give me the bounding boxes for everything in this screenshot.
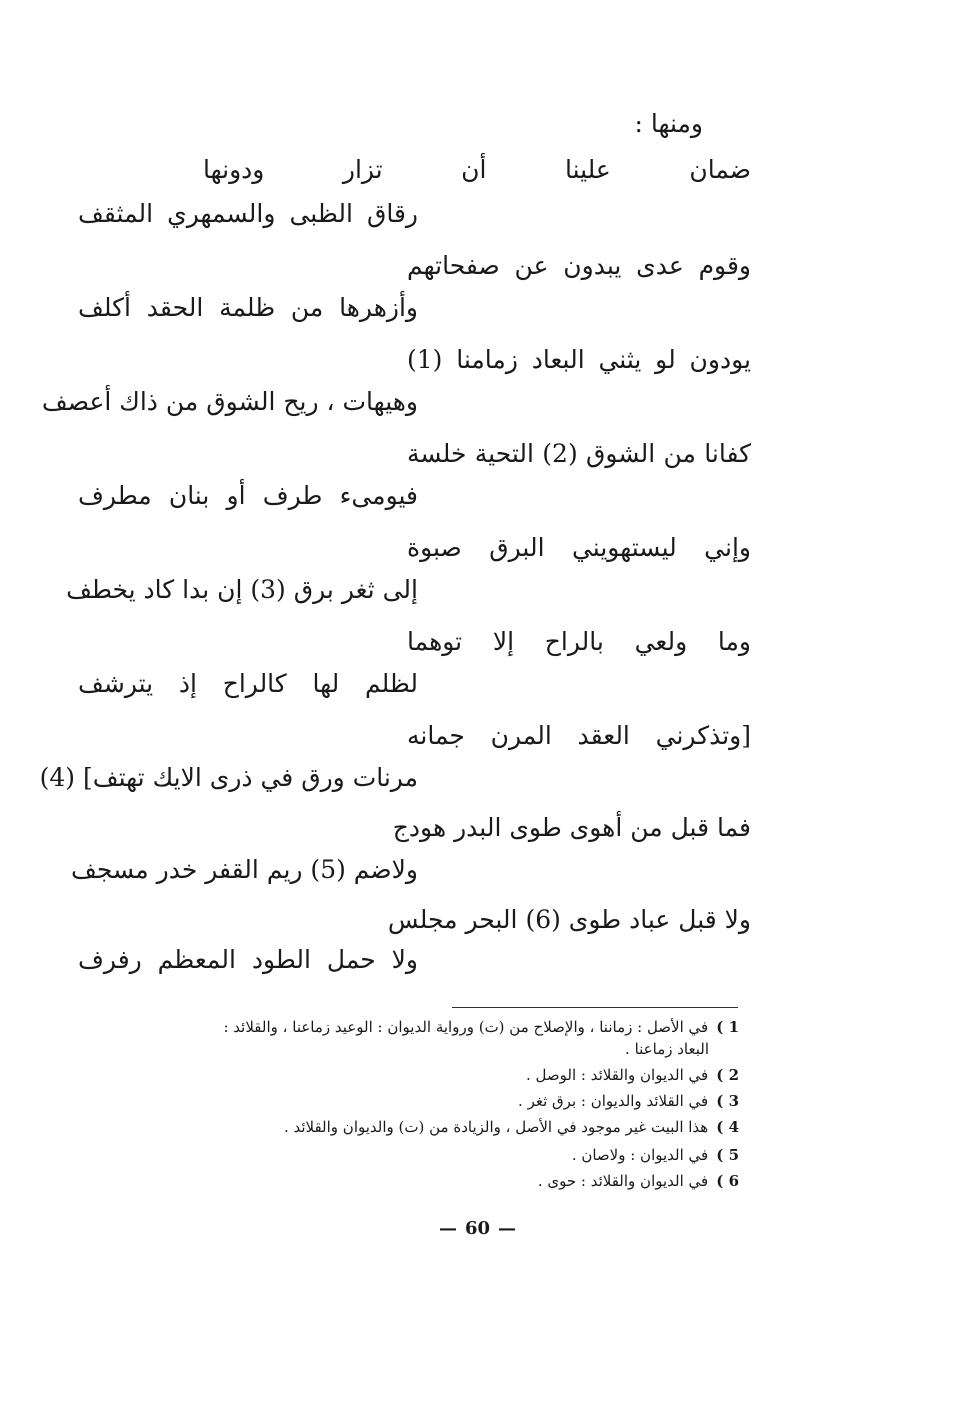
footnote-divider xyxy=(452,1007,738,1008)
verse-2-second-hemistich: وأزهرها من ظلمة الحقد أكلف xyxy=(78,293,418,322)
verse-7-first-hemistich: [وتذكرني العقد المرن جمانه xyxy=(407,721,751,750)
verse-4-first-hemistich: كفانا من الشوق (2) التحية خلسة xyxy=(407,439,751,468)
verse-6-second-hemistich: لظلم لها كالراح إذ يترشف xyxy=(78,669,418,698)
verse-5-first-hemistich: وإني ليستهويني البرق صبوة xyxy=(407,533,751,562)
section-intro: ومنها : xyxy=(634,109,703,138)
footnote-number: 5 ) xyxy=(716,1146,739,1164)
footnote-number: 6 ) xyxy=(716,1172,739,1190)
footnote-number: 4 ) xyxy=(716,1118,739,1136)
footnote-text: هذا البيت غير موجود في الأصل ، والزيادة من (ت) والديوان والقلائد . xyxy=(283,1118,709,1136)
footnote-5 xyxy=(572,1144,739,1166)
page-number: 60 xyxy=(464,1218,491,1239)
footnote-text: في القلائد والديوان : برق ثغر . xyxy=(518,1092,709,1110)
footnote-3 xyxy=(518,1090,739,1112)
verse-1-second-hemistich: رقاق الظبى والسمهري المثقف xyxy=(78,199,418,228)
verse-3-second-hemistich: وهيهات ، ريح الشوق من ذاك أعصف xyxy=(41,387,418,416)
verse-7-second-hemistich: مرنات ورق في ذرى الايك تهتف] (4) xyxy=(39,763,418,792)
footnote-text: في الديوان والقلائد : حوى . xyxy=(537,1172,709,1190)
verse-9-second-hemistich: ولا حمل الطود المعظم رفرف xyxy=(78,945,418,974)
verse-5-second-hemistich: إلى ثغر برق (3) إن بدا كاد يخطف xyxy=(66,575,418,604)
verse-9-first-hemistich: ولا قبل عباد طوى (6) البحر مجلس xyxy=(387,905,751,934)
verse-4-second-hemistich: فيومىء طرف أو بنان مطرف xyxy=(78,481,418,510)
verse-1-first-hemistich: ضمان علينا أن تزار ودونها xyxy=(203,155,751,184)
footnote-1 xyxy=(223,1016,739,1060)
footnote-number: 2 ) xyxy=(716,1066,739,1084)
footnote-text: في الديوان : ولاصان . xyxy=(571,1146,709,1164)
verse-8-first-hemistich: فما قبل من أهوى طوى البدر هودج xyxy=(392,813,751,842)
verse-3-first-hemistich: يودون لو يثني البعاد زمامنا (1) xyxy=(407,345,751,374)
page-number-dash: — xyxy=(498,1218,517,1239)
footnote-text: في الديوان والقلائد : الوصل . xyxy=(526,1066,709,1084)
page-number-dash: — xyxy=(438,1218,457,1239)
footnote-number: 1 ) xyxy=(716,1018,739,1036)
footnote-6 xyxy=(538,1170,739,1192)
verse-8-second-hemistich: ولاضم (5) ريم القفر خدر مسجف xyxy=(70,855,418,884)
footnote-4 xyxy=(284,1116,739,1138)
verse-6-first-hemistich: وما ولعي بالراح إلا توهما xyxy=(407,627,751,656)
footnote-2 xyxy=(526,1064,739,1086)
verse-2-first-hemistich: وقوم عدى يبدون عن صفحاتهم xyxy=(407,251,751,280)
page-number-footer xyxy=(0,1218,955,1239)
footnote-text-continued: البعاد زماعنا . xyxy=(625,1040,709,1058)
footnote-text: في الأصل : زماننا ، والإصلاح من (ت) ورواية الديوان : الوعيد زماعنا ، والقلائد : xyxy=(223,1018,709,1036)
footnote-number: 3 ) xyxy=(716,1092,739,1110)
